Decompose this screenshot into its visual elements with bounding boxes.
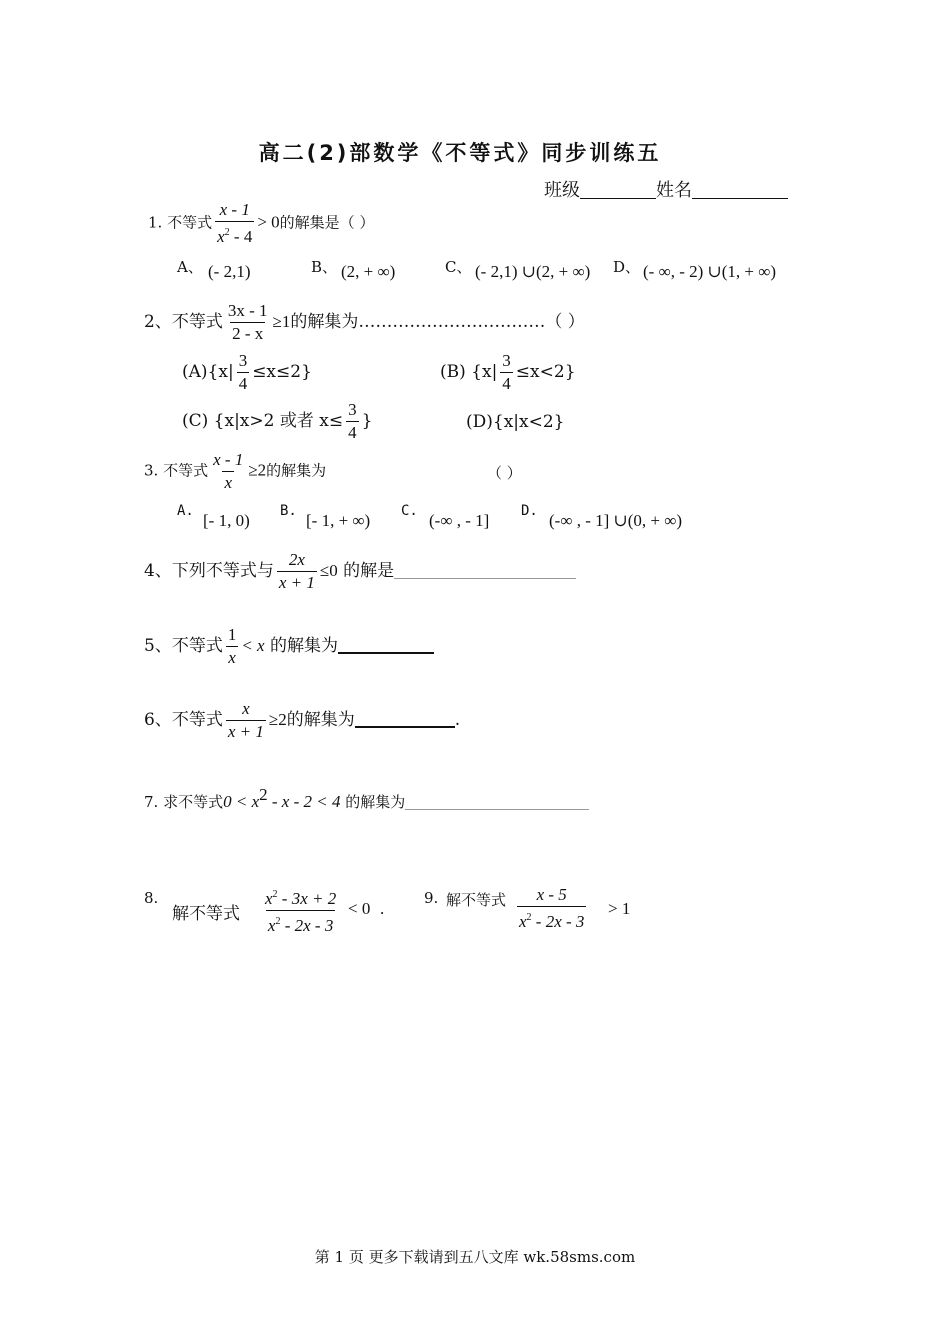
q4-frac-num: 2x (288, 550, 305, 569)
q6-stem-pre: 不等式 (171, 710, 223, 730)
q2-a-pre: (A){x| (182, 362, 234, 382)
q2-option-c[interactable] (182, 400, 372, 443)
class-label: 班级 (544, 180, 580, 201)
q2-b-pre: (B) {x| (440, 362, 498, 382)
question-2 (144, 301, 585, 344)
q5-frac-num: 1 (227, 625, 237, 644)
q3-options (177, 503, 777, 539)
q2-b-post: ≤x<2} (515, 362, 576, 382)
q1-stem-post: 的解集是（ ） (279, 213, 375, 232)
q6-answer-blank[interactable] (355, 708, 455, 728)
q3-a-value: [- 1, 0) (203, 511, 250, 530)
q1-option-d[interactable] (613, 256, 640, 277)
q2-a-post: ≤x≤2} (252, 362, 312, 382)
q1-frac-num: x - 1 (219, 200, 250, 219)
q4-stem-pre: 下列不等式与 (171, 561, 274, 581)
q8-fraction (263, 885, 338, 936)
q2-c-fnum: 3 (348, 400, 357, 419)
q4-fraction (277, 550, 317, 593)
q6-stem-post: 的解集为 (286, 710, 355, 730)
name-blank[interactable] (692, 180, 788, 199)
q5-stem-pre: 不等式 (171, 636, 223, 656)
q2-option-d[interactable] (466, 412, 565, 432)
q3-option-a[interactable]: A. (177, 503, 194, 519)
q3-frac-num: x - 1 (213, 450, 244, 469)
q1-rel: > 0 (257, 212, 280, 232)
q7-expr-a: 0 < x (223, 792, 260, 811)
q9-rel: > 1 (608, 899, 631, 918)
q9-stem-pre: 解不等式 (446, 891, 507, 909)
page-title: 高二(2)部数学《不等式》同步训练五 (258, 141, 662, 165)
q8-num-rest: - 3x + 2 (277, 889, 337, 908)
q1-number: 1. (148, 213, 163, 232)
q6-end: . (454, 710, 461, 730)
q2-c-fden: 4 (348, 423, 357, 442)
q3-c-value: (-∞ , - 1] (429, 511, 490, 530)
q7-expr-b: - x - 2 < 4 (267, 792, 341, 811)
q1-c-label: C、 (445, 258, 472, 276)
q3-option-b[interactable]: B. (280, 503, 297, 519)
q3-b-value: [- 1, + ∞) (306, 511, 371, 530)
q8-num-exp: 2 (272, 889, 278, 900)
q2-c-pre: (C) {x|x>2 或者 x≤ (182, 411, 344, 431)
q4-number: 4、 (144, 561, 172, 581)
question-4 (144, 550, 576, 593)
q6-rel: ≥2 (268, 710, 287, 729)
q8-rel: < 0 (348, 899, 371, 918)
q2-rel: ≥1 (272, 312, 291, 331)
name-label: 姓名 (656, 180, 692, 201)
q5-frac-den: x (228, 648, 236, 667)
q5-fraction (226, 625, 239, 668)
q5-answer-blank[interactable] (338, 634, 434, 654)
class-blank[interactable] (580, 180, 656, 199)
q9-fraction (517, 885, 586, 932)
question-3 (144, 450, 326, 493)
q1-d-label: D、 (613, 258, 641, 276)
q1-b-value: (2, + ∞) (341, 262, 396, 281)
q8-den-x: x (267, 916, 276, 935)
q8-num-x: x (265, 889, 273, 908)
q1-c-value: (- 2,1) ∪(2, + ∞) (475, 262, 591, 281)
q2-b-fnum: 3 (502, 351, 511, 370)
q2-option-a[interactable] (182, 351, 312, 394)
q3-option-d[interactable]: D. (521, 503, 538, 519)
q2-frac-num: 3x - 1 (227, 301, 268, 320)
q1-a-label: A、 (177, 258, 203, 276)
q3-stem-pre: 不等式 (163, 461, 209, 480)
q3-rel: ≥2 (248, 460, 267, 480)
q3-number: 3. (144, 461, 159, 480)
q2-stem-post: 的解集为……………………………（ ） (290, 312, 585, 332)
q9-frac-num: x - 5 (536, 885, 567, 904)
q1-option-c[interactable] (445, 256, 471, 277)
q4-stem-post: 的解是 (343, 561, 395, 581)
q6-number: 6、 (144, 710, 172, 730)
q1-stem-pre: 不等式 (167, 213, 213, 232)
q1-a-value: (- 2,1) (208, 262, 251, 281)
question-7 (144, 785, 589, 812)
q7-exp: 2 (259, 785, 268, 804)
q3-frac-den: x (224, 473, 232, 492)
q4-rel: ≤0 (319, 561, 338, 580)
q6-fraction (226, 699, 266, 742)
q1-b-label: B、 (311, 258, 338, 276)
q2-b-fraction (500, 351, 513, 394)
q2-number: 2、 (144, 312, 172, 332)
q8-stem-pre: 解不等式 (172, 904, 240, 924)
class-name-line (544, 176, 788, 202)
q2-c-post: } (361, 411, 373, 431)
q7-answer-blank[interactable] (405, 791, 589, 810)
question-1 (148, 200, 374, 247)
q6-frac-den: x + 1 (227, 722, 264, 741)
q2-b-fden: 4 (502, 374, 511, 393)
q3-paren: （ ） (487, 464, 522, 482)
q1-fraction (215, 200, 254, 247)
q8-den-rest: - 2x - 3 (280, 916, 334, 935)
q8-number: 8. (144, 889, 159, 907)
q8-end: . (380, 899, 385, 918)
q1-option-a[interactable] (177, 256, 203, 277)
q1-frac-den-rest: - 4 (229, 227, 253, 246)
q3-d-value: (-∞ , - 1] ∪(0, + ∞) (549, 511, 683, 530)
q3-fraction (211, 450, 245, 493)
q7-stem-pre: 求不等式 (163, 793, 224, 811)
q2-a-fnum: 3 (238, 351, 248, 370)
q1-option-b[interactable] (311, 256, 337, 277)
q9-den-exp: 2 (526, 912, 532, 923)
q5-stem-post: 的解集为 (270, 636, 339, 656)
q2-a-fraction (237, 351, 250, 394)
q1-frac-den-x: x (217, 227, 225, 246)
q4-answer-blank[interactable] (394, 560, 576, 579)
q2-c-fraction (346, 400, 359, 443)
q4-frac-den: x + 1 (278, 573, 315, 592)
question-6 (144, 699, 460, 742)
q2-a-fden: 4 (238, 374, 248, 393)
q2-option-b[interactable] (440, 351, 576, 394)
q7-stem-post: 的解集为 (345, 793, 406, 811)
q6-frac-num: x (242, 699, 250, 718)
q2-stem-pre: 不等式 (171, 312, 223, 332)
q5-rel: < x (241, 636, 265, 655)
q1-frac-den-exp: 2 (224, 227, 230, 238)
q2-frac-den: 2 - x (232, 324, 264, 343)
q2-fraction (226, 301, 270, 344)
page-footer: 第 1 页 更多下载请到五八文库 wk.58sms.com (314, 1248, 636, 1266)
q9-number: 9. (424, 889, 439, 907)
question-5 (144, 625, 434, 668)
q7-number: 7. (144, 793, 159, 811)
q9-den-rest: - 2x - 3 (531, 912, 585, 931)
q5-number: 5、 (144, 636, 172, 656)
q3-stem-post: 的解集为 (266, 461, 327, 480)
q2-d-value: (D){x|x<2} (466, 412, 565, 432)
q3-option-c[interactable]: C. (401, 503, 418, 519)
q8-den-exp: 2 (275, 916, 281, 927)
q9-den-x: x (519, 912, 527, 931)
q1-d-value: (- ∞, - 2) ∪(1, + ∞) (643, 262, 777, 281)
